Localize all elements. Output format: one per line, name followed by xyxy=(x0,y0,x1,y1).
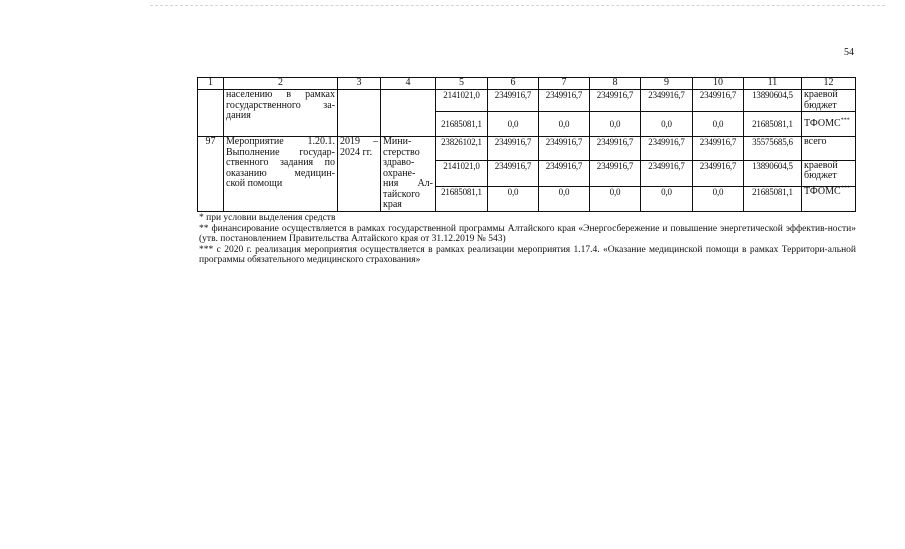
column-number: 4 xyxy=(381,78,436,90)
value-cell: 0,0 xyxy=(539,186,590,211)
period-cell xyxy=(338,137,381,212)
value-cell: 2349916,7 xyxy=(488,90,539,112)
column-number: 6 xyxy=(488,78,539,90)
footnote-marker: *** xyxy=(840,185,850,192)
table-row xyxy=(198,137,856,161)
executor-line: тайского xyxy=(383,188,420,200)
table-row xyxy=(198,90,856,112)
value-cell: 2349916,7 xyxy=(590,160,641,186)
footnote: *** с 2020 г. реализация мероприятия осуществляется в рамках реализации мероприятия 1.17.4. «Оказание медицинской помощи в рамках Территори-альной программы обязательного медицинского страхования» xyxy=(199,244,856,265)
measure-name-line: ской помощи xyxy=(226,178,283,189)
column-number: 11 xyxy=(744,78,802,90)
measure-name-line: ственного задания по xyxy=(226,157,335,168)
executor-cell xyxy=(381,137,436,212)
value-cell: 2349916,7 xyxy=(641,90,693,112)
measure-name-cell xyxy=(224,90,338,137)
executor-cell xyxy=(381,90,436,137)
executor-line: ния Ал- xyxy=(383,178,433,189)
measure-name-line: оказанию медицин- xyxy=(226,167,335,179)
value-cell: 2349916,7 xyxy=(488,137,539,161)
value-cell: 2349916,7 xyxy=(590,90,641,112)
total-cell: 13890604,5 xyxy=(744,90,802,112)
executor-line: здраво- xyxy=(383,157,415,168)
period-line: 2019 – xyxy=(340,136,378,147)
executor-line: края xyxy=(383,199,402,210)
footnote: * при условии выделения средств xyxy=(199,213,336,223)
value-cell: 2349916,7 xyxy=(693,90,744,112)
footnote: ** финансирование осуществляется в рамках государственной программы Алтайского края «Энергосбережение и повышение энергетической эффектив-ности» (утв. постановлением Правительства Алтайского края от 31.12.2019 № 543) xyxy=(199,223,856,244)
value-cell: 0,0 xyxy=(641,186,693,211)
value-cell: 0,0 xyxy=(590,186,641,211)
funding-source-cell: всего xyxy=(802,137,856,161)
measure-name-line: дания xyxy=(226,110,251,121)
executor-line: стерство xyxy=(383,146,420,158)
measure-name-line: Мероприятие 1.20.1. xyxy=(226,136,335,147)
value-cell: 2349916,7 xyxy=(641,137,693,161)
measure-name-line: Выполнение государ- xyxy=(226,146,335,158)
scan-artifact-line xyxy=(150,5,885,7)
measure-name-line: государственного за- xyxy=(226,99,335,111)
value-cell: 0,0 xyxy=(590,112,641,137)
value-cell: 2349916,7 xyxy=(539,90,590,112)
value-cell: 2141021,0 xyxy=(436,160,488,186)
footnotes xyxy=(199,213,856,266)
column-number: 7 xyxy=(539,78,590,90)
total-cell: 13890604,5 xyxy=(744,160,802,186)
value-cell: 0,0 xyxy=(641,112,693,137)
column-number: 3 xyxy=(338,78,381,90)
column-number: 1 xyxy=(198,78,224,90)
page-number: 54 xyxy=(844,47,854,58)
value-cell: 2141021,0 xyxy=(436,90,488,112)
row-number-cell: 97 xyxy=(198,137,224,212)
column-number: 9 xyxy=(641,78,693,90)
value-cell: 2349916,7 xyxy=(693,160,744,186)
column-number: 10 xyxy=(693,78,744,90)
funding-source-cell xyxy=(802,112,856,137)
value-cell: 2349916,7 xyxy=(488,160,539,186)
value-cell: 23826102,1 xyxy=(436,137,488,161)
funding-source-cell: краевой бюджет xyxy=(802,160,856,186)
executor-line: Мини- xyxy=(383,136,412,147)
period-cell xyxy=(338,90,381,137)
funding-source-label: ТФОМС xyxy=(804,117,841,129)
column-number: 8 xyxy=(590,78,641,90)
executor-line: охране- xyxy=(383,167,416,179)
funding-source-cell xyxy=(802,186,856,211)
column-number-row xyxy=(198,78,856,90)
value-cell: 0,0 xyxy=(488,186,539,211)
value-cell: 21685081,1 xyxy=(436,112,488,137)
budget-table xyxy=(197,77,856,212)
value-cell: 2349916,7 xyxy=(539,160,590,186)
period-line: 2024 гг. xyxy=(340,146,373,158)
value-cell: 0,0 xyxy=(693,112,744,137)
footnote-marker: *** xyxy=(840,117,850,124)
value-cell: 0,0 xyxy=(693,186,744,211)
column-number: 5 xyxy=(436,78,488,90)
value-cell: 2349916,7 xyxy=(539,137,590,161)
value-cell: 2349916,7 xyxy=(693,137,744,161)
funding-source-cell: краевой бюджет xyxy=(802,90,856,112)
column-number: 2 xyxy=(224,78,338,90)
value-cell: 2349916,7 xyxy=(590,137,641,161)
total-cell: 35575685,6 xyxy=(744,137,802,161)
value-cell: 21685081,1 xyxy=(436,186,488,211)
total-cell: 21685081,1 xyxy=(744,112,802,137)
measure-name-line: населению в рамках xyxy=(226,89,335,100)
column-number: 12 xyxy=(802,78,856,90)
funding-source-label: ТФОМС xyxy=(804,185,841,197)
value-cell: 2349916,7 xyxy=(641,160,693,186)
value-cell: 0,0 xyxy=(539,112,590,137)
value-cell: 0,0 xyxy=(488,112,539,137)
total-cell: 21685081,1 xyxy=(744,186,802,211)
measure-name-cell xyxy=(224,137,338,212)
row-number-cell xyxy=(198,90,224,137)
